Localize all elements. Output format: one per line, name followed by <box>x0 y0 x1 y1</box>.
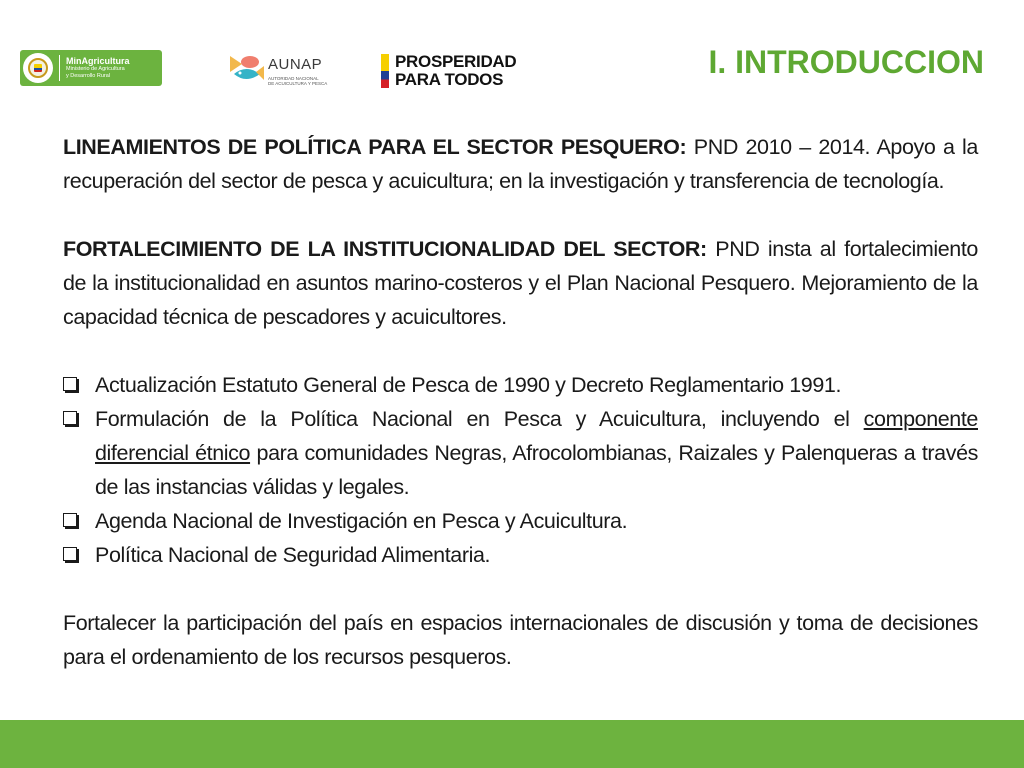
aunap-logo-line2: DE ACUICULTURA Y PESCA <box>268 81 328 86</box>
checkbox-icon <box>63 513 77 527</box>
paragraph-fortalecimiento-text: PND insta al fortalecimiento de la institucionalidad en asuntos marino-costeros y el Plan Nacional Pesquero. Mejoramiento de la capacidad técnica de pescadores y acuicultores. <box>63 237 978 329</box>
prosperidad-logo-line2: PARA TODOS <box>395 70 504 89</box>
checkbox-icon <box>63 377 77 391</box>
underlined-phrase: componente diferencial étnico <box>95 407 978 465</box>
list-item-text: Actualización Estatuto General de Pesca de 1990 y Decreto Reglamentario 1991. <box>95 373 842 397</box>
ministry-logo-line1: Ministerio de Agricultura <box>66 66 125 72</box>
paragraph-lineamientos-heading: LINEAMIENTOS DE POLÍTICA PARA EL SECTOR PESQUERO: <box>63 135 687 159</box>
aunap-logo <box>226 50 338 90</box>
list-item-text: Política Nacional de Seguridad Alimentaria. <box>95 543 491 567</box>
list-item-text: Formulación de la Política Nacional en Pesca y Acuicultura, incluyendo el <box>95 407 864 431</box>
checkbox-icon <box>63 411 77 425</box>
checkbox-icon <box>63 547 77 561</box>
paragraph-fortalecimiento <box>63 232 978 334</box>
ministry-logo-name: MinAgricultura <box>66 56 130 66</box>
list-item <box>63 368 978 402</box>
list-item <box>63 402 978 504</box>
colombia-flag-icon <box>381 54 389 88</box>
list-item <box>63 504 978 538</box>
aunap-logo-line1: AUTORIDAD NACIONAL <box>268 76 319 81</box>
ministry-logo <box>20 50 162 86</box>
paragraph-lineamientos-text: PND 2010 – 2014. Apoyo a la recuperación del sector de pesca y acuicultura; en la investigación y transferencia de tecnología. <box>63 135 978 193</box>
paragraph-participacion: Fortalecer la participación del país en espacios internacionales de discusión y toma de decisiones para el ordenamiento de los recursos pesqueros. <box>63 611 978 669</box>
list-item <box>63 538 978 572</box>
paragraph-lineamientos <box>63 130 978 198</box>
footer-bar <box>0 720 1024 768</box>
aunap-logo-name: AUNAP <box>268 56 323 73</box>
colombia-seal-icon <box>23 53 53 83</box>
slide-content <box>63 130 978 674</box>
ministry-logo-text <box>66 57 130 79</box>
list-item-text-continued: para comunidades Negras, Afrocolombianas, Raizales y Palenqueras a través de las instancias válidas y legales. <box>95 441 978 499</box>
list-item-text: Agenda Nacional de Investigación en Pesca y Acuicultura. <box>95 509 628 533</box>
logo-divider <box>59 55 60 81</box>
paragraph-fortalecimiento-heading: FORTALECIMIENTO DE LA INSTITUCIONALIDAD DEL SECTOR: <box>63 237 707 261</box>
bullet-list <box>63 368 978 572</box>
page-title: I. INTRODUCCION <box>708 44 984 80</box>
fish-logo-icon <box>226 52 266 88</box>
prosperidad-logo-line1: PROSPERIDAD <box>395 52 517 71</box>
ministry-logo-line2: y Desarrollo Rural <box>66 72 111 79</box>
